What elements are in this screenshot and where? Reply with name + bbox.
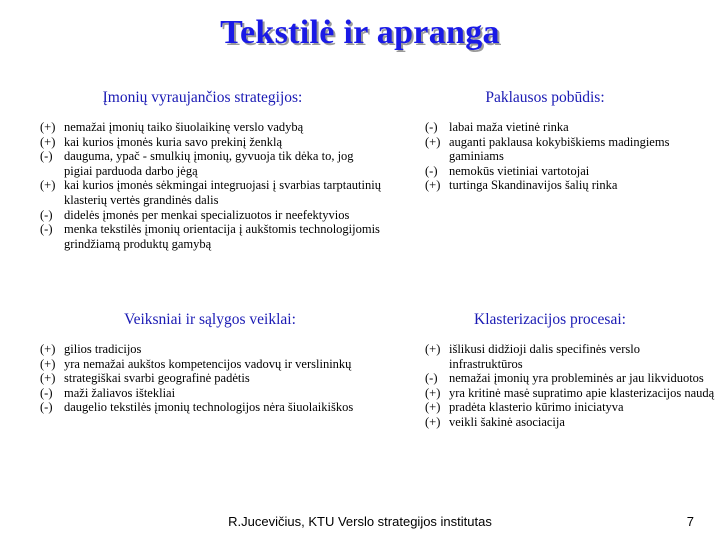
bullet-list <box>425 120 715 193</box>
section-clustering <box>425 310 715 430</box>
list-item <box>40 120 385 135</box>
list-item <box>40 208 385 223</box>
section-heading: Veiksniai ir sąlygos veiklai: <box>124 311 296 328</box>
list-item <box>425 386 715 401</box>
list-item <box>425 342 715 371</box>
footer-credit: R.Jucevičius, KTU Verslo strategijos institutas <box>228 514 492 529</box>
impact-marker: (+) <box>40 178 56 193</box>
impact-marker: (-) <box>40 149 53 164</box>
item-text: auganti paklausa kokybiškiems madingiems gaminiams <box>449 134 670 164</box>
bullet-list <box>40 342 385 415</box>
item-text: nemažai įmonių taiko šiuolaikinę verslo vadybą <box>64 120 304 134</box>
list-item <box>425 415 715 430</box>
item-text: strategiškai svarbi geografinė padėtis <box>64 371 250 386</box>
impact-marker: (+) <box>425 342 441 356</box>
impact-marker: (-) <box>425 163 438 178</box>
impact-marker: (-) <box>40 385 53 400</box>
impact-marker: (+) <box>40 134 56 149</box>
list-item <box>40 222 385 251</box>
impact-marker: (-) <box>40 400 53 415</box>
item-text: didelės įmonės per menkai specializuotos ir neefektyvios <box>64 207 350 222</box>
list-item <box>40 371 385 386</box>
item-text: yra nemažai aukštos kompetencijos vadovų ir verslininkų <box>64 356 352 371</box>
impact-marker: (+) <box>425 414 441 429</box>
impact-marker: (+) <box>40 342 56 356</box>
section-factors <box>40 310 385 415</box>
slide-title: Tekstilė ir apranga <box>220 14 500 51</box>
impact-marker: (-) <box>40 207 53 222</box>
item-text: yra kritinė masė supratimo apie klasterizacijos naudą <box>449 385 715 400</box>
list-item <box>40 178 385 207</box>
impact-marker: (-) <box>40 222 53 237</box>
page-number: 7 <box>686 514 694 529</box>
list-item <box>425 135 715 164</box>
item-text: labai maža vietinė rinka <box>449 120 569 134</box>
item-text: nemokūs vietiniai vartotojai <box>449 163 590 178</box>
item-text: pradėta klasterio kūrimo iniciatyva <box>449 400 624 415</box>
list-item <box>425 164 715 179</box>
item-text: kai kurios įmonės sėkmingai integruojasi į svarbias tarptautinių klasterių vertės grandinės dalis <box>64 178 381 207</box>
impact-marker: (+) <box>425 385 441 400</box>
list-item <box>425 371 715 386</box>
list-item <box>40 357 385 372</box>
bullet-list <box>425 342 715 430</box>
section-demand <box>425 88 715 193</box>
item-text: turtinga Skandinavijos šalių rinka <box>449 178 618 193</box>
list-item <box>425 400 715 415</box>
item-text: veikli šakinė asociacija <box>449 414 565 429</box>
item-text: kai kurios įmonės kuria savo prekinį ženklą <box>64 134 282 149</box>
impact-marker: (+) <box>40 371 56 386</box>
impact-marker: (+) <box>40 356 56 371</box>
item-text: dauguma, ypač - smulkių įmonių, gyvuoja tik dėka to, jog pigiai parduoda darbo jėgą <box>64 149 354 178</box>
item-text: menka tekstilės įmonių orientacija į aukštomis technologijomis grindžiamą produktų gamybą <box>64 222 380 251</box>
item-text: gilios tradicijos <box>64 342 142 356</box>
impact-marker: (+) <box>425 134 441 149</box>
list-item <box>40 342 385 357</box>
list-item <box>40 149 385 178</box>
item-text: nemažai įmonių yra probleminės ar jau likviduotos <box>449 371 704 386</box>
list-item <box>425 120 715 135</box>
bullet-list <box>40 120 385 251</box>
list-item <box>40 386 385 401</box>
section-heading: Klasterizacijos procesai: <box>474 311 626 328</box>
impact-marker: (+) <box>40 120 56 134</box>
section-heading: Paklausos pobūdis: <box>485 89 605 106</box>
item-text: maži žaliavos ištekliai <box>64 385 176 400</box>
impact-marker: (-) <box>425 120 438 134</box>
list-item <box>40 135 385 150</box>
section-heading: Įmonių vyraujančios strategijos: <box>102 89 303 106</box>
item-text: išlikusi didžioji dalis specifinės verslo infrastruktūros <box>449 342 640 371</box>
impact-marker: (-) <box>425 371 438 386</box>
item-text: daugelio tekstilės įmonių technologijos nėra šiuolaikiškos <box>64 400 354 415</box>
section-strategies <box>40 88 385 251</box>
impact-marker: (+) <box>425 178 441 193</box>
impact-marker: (+) <box>425 400 441 415</box>
list-item <box>40 400 385 415</box>
list-item <box>425 178 715 193</box>
